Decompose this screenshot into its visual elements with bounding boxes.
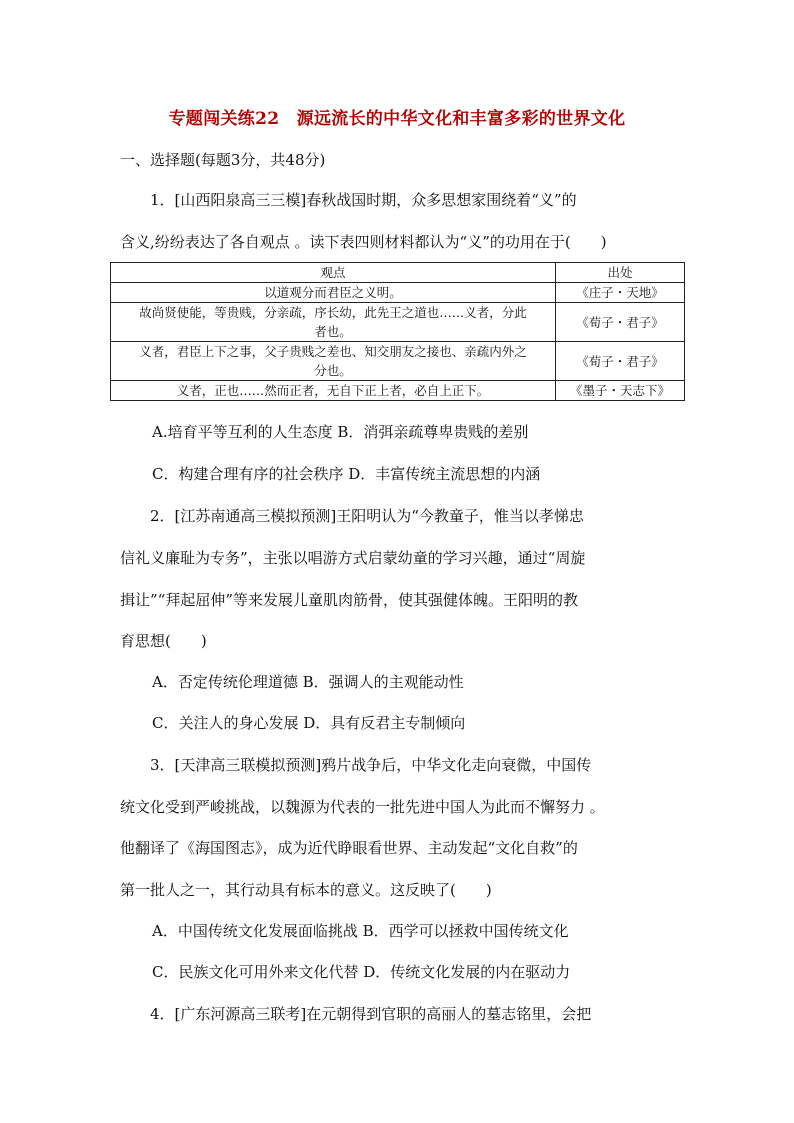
section-heading: 一、选择题(每题3分，共48分) xyxy=(120,151,326,169)
header-view: 观点 xyxy=(111,263,556,283)
page-title: 专题闯关练22 源远流长的中华文化和丰富多彩的世界文化 xyxy=(168,109,626,129)
cell-source: 《荀子・君子》 xyxy=(556,342,685,381)
q1-options-ab: A.培育平等互利的人生态度 B．消弭亲疏尊卑贵贱的差别 xyxy=(152,423,529,441)
q1-source-table xyxy=(110,262,685,401)
q1-stem-line-2: 含义,纷纷表达了各自观点 。读下表四则材料都认为“义”的功用在于( ) xyxy=(120,233,607,251)
q1-options-cd: C．构建合理有序的社会秩序 D．丰富传统主流思想的内涵 xyxy=(152,465,541,483)
header-source: 出处 xyxy=(556,263,685,283)
q1-stem-line-1: 1．[山西阳泉高三三模]春秋战国时期，众多思想家围绕着“义”的 xyxy=(150,191,577,209)
cell-source: 《墨子・天志下》 xyxy=(556,381,685,401)
table-row xyxy=(111,381,685,401)
cell-view-line-1: 故尚贤使能，等贵贱，分亲疏，序长幼，此先王之道也……义者，分此 xyxy=(139,305,527,320)
table-row xyxy=(111,303,685,342)
cell-view-line-1: 义者，君臣上下之事，父子贵贱之差也、知交朋友之接也、亲疏内外之 xyxy=(139,344,527,359)
q4-stem-line-1: 4．[广东河源高三联考]在元朝得到官职的高丽人的墓志铭里，会把 xyxy=(150,1005,592,1023)
cell-view: 以道观分而君臣之义明。 xyxy=(111,283,556,303)
table-row xyxy=(111,283,685,303)
q3-stem-line-1: 3．[天津高三联模拟预测]鸦片战争后，中华文化走向衰微，中国传 xyxy=(150,756,592,774)
q2-stem-line-3: 揖让”“拜起屈伸”等来发展儿童肌肉筋骨，使其强健体魄。王阳明的教 xyxy=(120,591,579,609)
q3-stem-line-3: 他翻译了《海国图志》，成为近代睁眼看世界、主动发起“文化自救”的 xyxy=(120,839,578,857)
cell-view-line-2: 分也。 xyxy=(314,363,352,378)
cell-view xyxy=(111,303,556,342)
q3-stem-line-4: 第一批人之一，其行动具有标本的意义。这反映了( ) xyxy=(120,881,492,899)
q3-options-cd: C．民族文化可用外来文化代替 D．传统文化发展的内在驱动力 xyxy=(152,963,571,981)
q2-stem-line-4: 育思想( ) xyxy=(120,632,207,650)
q2-stem-line-1: 2．[江苏南通高三模拟预测]王阳明认为“今教童子，惟当以孝悌忠 xyxy=(150,507,584,525)
cell-view xyxy=(111,342,556,381)
q3-stem-line-2: 统文化受到严峻挑战，以魏源为代表的一批先进中国人为此而不懈努力 。 xyxy=(120,798,605,816)
q2-options-cd: C．关注人的身心发展 D．具有反君主专制倾向 xyxy=(152,714,466,732)
q3-options-ab: A．中国传统文化发展面临挑战 B．西学可以拯救中国传统文化 xyxy=(152,922,569,940)
cell-view-line-2: 者也。 xyxy=(314,324,352,339)
cell-source: 《荀子・君子》 xyxy=(556,303,685,342)
q2-stem-line-2: 信礼义廉耻为专务”，主张以唱游方式启蒙幼童的学习兴趣，通过“周旋 xyxy=(120,549,586,567)
table-header-row xyxy=(111,263,685,283)
q2-options-ab: A．否定传统伦理道德 B．强调人的主观能动性 xyxy=(152,673,464,691)
cell-source: 《庄子・天地》 xyxy=(556,283,685,303)
cell-view: 义者，正也……然而正者，无自下正上者，必自上正下。 xyxy=(111,381,556,401)
table-row xyxy=(111,342,685,381)
